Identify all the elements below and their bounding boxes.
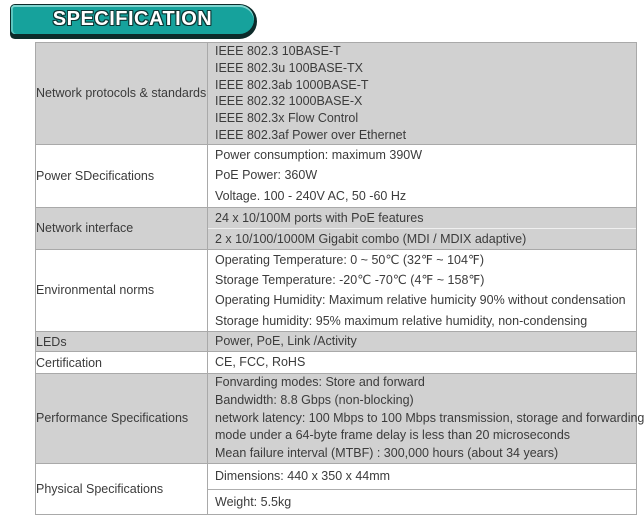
spec-label: Performance Specifications [36, 374, 208, 463]
spec-value-line: IEEE 802.3ab 1000BASE-T [215, 77, 369, 92]
spec-value-line: Bandwidth: 8.8 Gbps (non-blocking) [215, 392, 414, 407]
spec-label: Power SDecifications [36, 144, 208, 207]
spec-label: LEDs [36, 332, 208, 352]
spec-row [36, 144, 637, 207]
spec-row [36, 43, 637, 145]
spec-value-line: Dimensions: 440 x 350 x 44mm [215, 468, 391, 483]
spec-label: Environmental norms [36, 249, 208, 332]
spec-value-line: IEEE 802.3x Flow Control [215, 111, 359, 126]
spec-value-line: Weight: 5.5kg [208, 489, 636, 514]
spec-value-line: Power, PoE, Link /Activity [215, 334, 357, 349]
spec-value-line: 2 x 10/100/1000M Gigabit combo (MDI / MDIX adaptive) [208, 228, 636, 249]
spec-row [36, 249, 637, 332]
specification-table [35, 42, 644, 515]
spec-values [208, 249, 637, 332]
spec-value-line: Operating Humidity: Maximum relative humicity 90% without condensation [215, 293, 626, 308]
page-title: SPECIFICATION [52, 8, 213, 30]
spec-value-line: Operating Temperature: 0 ~ 50℃ (32℉ ~ 104℉) [215, 252, 484, 267]
specification-banner [10, 4, 257, 39]
spec-value-line: Storage humidity: 95% maximum relative humidity, non-condensing [215, 313, 588, 328]
spec-value-line: IEEE 802.3af Power over Ethernet [215, 127, 407, 142]
spec-values [208, 332, 637, 352]
spec-label: Certification [36, 352, 208, 374]
spec-value-line: IEEE 802.3 10BASE-T [215, 44, 341, 58]
spec-values [208, 144, 637, 207]
spec-label: Network protocols & standards [36, 43, 208, 145]
spec-value-line: Storage Temperature: -20℃ -70℃ (4℉ ~ 158℉) [215, 272, 485, 287]
spec-row [36, 463, 637, 514]
spec-values [208, 207, 637, 249]
spec-value-line: Power consumption: maximum 390W [215, 147, 423, 162]
spec-value-line: PoE Power: 360W [215, 168, 318, 183]
spec-value-line: Fonvarding modes: Store and forward [215, 375, 425, 390]
spec-values [208, 43, 637, 145]
spec-label: Physical Specifications [36, 463, 208, 514]
spec-value-line: IEEE 802.3u 100BASE-TX [215, 60, 364, 75]
spec-row [36, 352, 637, 374]
spec-value-line: network latency: 100 Mbps to 100 Mbps transmission, storage and forwarding [215, 410, 644, 425]
spec-row [36, 332, 637, 352]
spec-label: Network interface [36, 207, 208, 249]
spec-values [208, 463, 637, 514]
spec-value-line: IEEE 802.32 1000BASE-X [215, 94, 363, 109]
spec-value-line: mode under a 64-byte frame delay is less than 20 microseconds [215, 428, 571, 443]
spec-value-line: 24 x 10/100M ports with PoE features [215, 210, 424, 225]
specification-banner-face [11, 5, 254, 34]
spec-row [36, 374, 637, 463]
spec-value-line: CE, FCC, RoHS [215, 355, 306, 370]
spec-values [208, 352, 637, 374]
spec-values [208, 374, 644, 463]
spec-value-line: Voltage. 100 - 240V AC, 50 -60 Hz [215, 188, 407, 203]
spec-value-line: Mean failure interval (MTBF) : 300,000 hours (about 34 years) [215, 445, 559, 460]
spec-row [36, 207, 637, 249]
